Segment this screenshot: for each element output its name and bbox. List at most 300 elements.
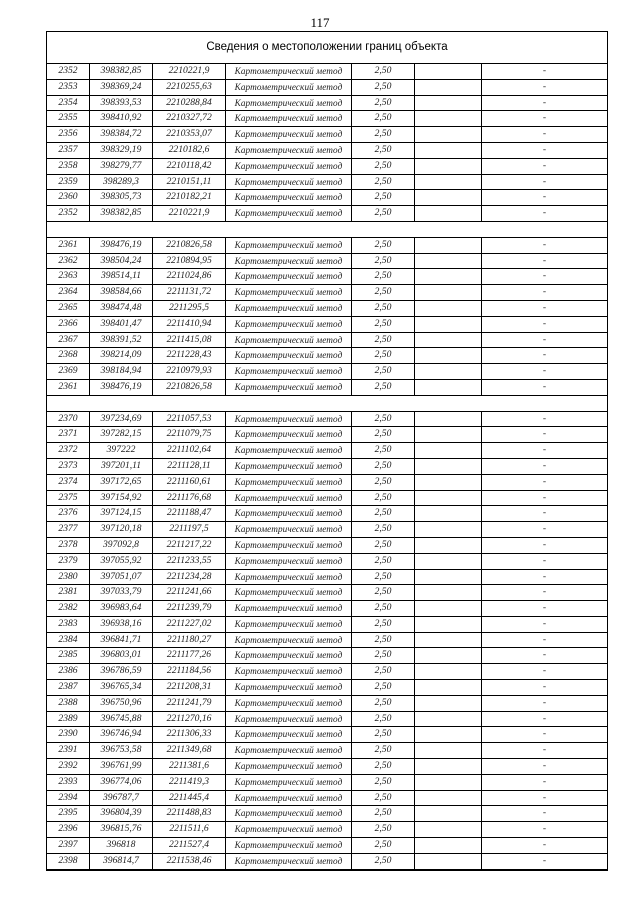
coord-x: 397092,8 bbox=[90, 537, 153, 553]
table-row bbox=[47, 838, 607, 854]
accuracy-cell: 2,50 bbox=[352, 711, 415, 727]
point-number: 2378 bbox=[47, 537, 90, 553]
empty-cell bbox=[415, 427, 482, 443]
sheet-title: Сведения о местоположении границ объекта bbox=[47, 32, 607, 64]
coord-x: 398382,85 bbox=[90, 206, 153, 222]
point-number: 2383 bbox=[47, 616, 90, 632]
description-cell: - bbox=[482, 822, 608, 838]
table-row bbox=[47, 569, 607, 585]
table-row bbox=[47, 822, 607, 838]
coord-x: 398214,09 bbox=[90, 348, 153, 364]
coord-x: 398410,92 bbox=[90, 111, 153, 127]
coord-y: 2211217,22 bbox=[153, 537, 226, 553]
table-row bbox=[47, 774, 607, 790]
coord-y: 2211176,68 bbox=[153, 490, 226, 506]
method-cell: Картометрический метод bbox=[226, 427, 352, 443]
description-cell: - bbox=[482, 838, 608, 854]
description-cell: - bbox=[482, 142, 608, 158]
coord-y: 2211381,6 bbox=[153, 759, 226, 775]
coord-y: 2210182,6 bbox=[153, 142, 226, 158]
description-cell: - bbox=[482, 348, 608, 364]
table-row bbox=[47, 790, 607, 806]
method-cell: Картометрический метод bbox=[226, 774, 352, 790]
accuracy-cell: 2,50 bbox=[352, 790, 415, 806]
accuracy-cell: 2,50 bbox=[352, 64, 415, 79]
method-cell: Картометрический метод bbox=[226, 458, 352, 474]
point-number: 2389 bbox=[47, 711, 90, 727]
description-cell: - bbox=[482, 364, 608, 380]
coord-y: 2210894,95 bbox=[153, 253, 226, 269]
method-cell: Картометрический метод bbox=[226, 379, 352, 395]
coord-y: 2210979,93 bbox=[153, 364, 226, 380]
coord-y: 2210826,58 bbox=[153, 379, 226, 395]
table-row bbox=[47, 727, 607, 743]
accuracy-cell: 2,50 bbox=[352, 348, 415, 364]
coord-x: 397051,07 bbox=[90, 569, 153, 585]
table-row bbox=[47, 648, 607, 664]
description-cell: - bbox=[482, 79, 608, 95]
point-number: 2385 bbox=[47, 648, 90, 664]
table-row bbox=[47, 127, 607, 143]
empty-cell bbox=[415, 680, 482, 696]
accuracy-cell: 2,50 bbox=[352, 474, 415, 490]
accuracy-cell: 2,50 bbox=[352, 142, 415, 158]
description-cell: - bbox=[482, 648, 608, 664]
description-cell: - bbox=[482, 759, 608, 775]
method-cell: Картометрический метод bbox=[226, 853, 352, 869]
point-number: 2377 bbox=[47, 522, 90, 538]
point-number: 2384 bbox=[47, 632, 90, 648]
coord-x: 397201,11 bbox=[90, 458, 153, 474]
table-row bbox=[47, 316, 607, 332]
description-cell: - bbox=[482, 537, 608, 553]
coord-x: 396815,76 bbox=[90, 822, 153, 838]
coord-x: 398476,19 bbox=[90, 379, 153, 395]
description-cell: - bbox=[482, 790, 608, 806]
coord-x: 397055,92 bbox=[90, 553, 153, 569]
description-cell: - bbox=[482, 853, 608, 869]
coord-y: 2210118,42 bbox=[153, 158, 226, 174]
accuracy-cell: 2,50 bbox=[352, 695, 415, 711]
description-cell: - bbox=[482, 680, 608, 696]
coord-y: 2211241,66 bbox=[153, 585, 226, 601]
coord-y: 2211538,46 bbox=[153, 853, 226, 869]
point-number: 2371 bbox=[47, 427, 90, 443]
table-row bbox=[47, 806, 607, 822]
coord-x: 397154,92 bbox=[90, 490, 153, 506]
table-row bbox=[47, 206, 607, 222]
coord-x: 396814,7 bbox=[90, 853, 153, 869]
coord-x: 396761,99 bbox=[90, 759, 153, 775]
point-number: 2365 bbox=[47, 300, 90, 316]
table-row bbox=[47, 458, 607, 474]
empty-cell bbox=[415, 553, 482, 569]
separator-cell bbox=[47, 221, 607, 237]
coord-y: 2211208,31 bbox=[153, 680, 226, 696]
coord-x: 398401,47 bbox=[90, 316, 153, 332]
table-row bbox=[47, 743, 607, 759]
point-number: 2396 bbox=[47, 822, 90, 838]
coord-x: 398305,73 bbox=[90, 190, 153, 206]
accuracy-cell: 2,50 bbox=[352, 822, 415, 838]
description-cell: - bbox=[482, 774, 608, 790]
method-cell: Картометрический метод bbox=[226, 632, 352, 648]
table-row bbox=[47, 664, 607, 680]
method-cell: Картометрический метод bbox=[226, 474, 352, 490]
accuracy-cell: 2,50 bbox=[352, 300, 415, 316]
coord-x: 396938,16 bbox=[90, 616, 153, 632]
accuracy-cell: 2,50 bbox=[352, 774, 415, 790]
method-cell: Картометрический метод bbox=[226, 206, 352, 222]
coord-x: 398384,72 bbox=[90, 127, 153, 143]
accuracy-cell: 2,50 bbox=[352, 458, 415, 474]
description-cell: - bbox=[482, 553, 608, 569]
point-number: 2373 bbox=[47, 458, 90, 474]
method-cell: Картометрический метод bbox=[226, 95, 352, 111]
coord-x: 398391,52 bbox=[90, 332, 153, 348]
method-cell: Картометрический метод bbox=[226, 364, 352, 380]
description-cell: - bbox=[482, 64, 608, 79]
method-cell: Картометрический метод bbox=[226, 790, 352, 806]
coord-x: 396765,34 bbox=[90, 680, 153, 696]
empty-cell bbox=[415, 474, 482, 490]
accuracy-cell: 2,50 bbox=[352, 237, 415, 253]
table-row bbox=[47, 95, 607, 111]
table-row bbox=[47, 537, 607, 553]
point-number: 2391 bbox=[47, 743, 90, 759]
table-row bbox=[47, 379, 607, 395]
group-separator bbox=[47, 221, 607, 237]
point-number: 2386 bbox=[47, 664, 90, 680]
method-cell: Картометрический метод bbox=[226, 806, 352, 822]
coord-y: 2211024,86 bbox=[153, 269, 226, 285]
table-row bbox=[47, 474, 607, 490]
point-number: 2395 bbox=[47, 806, 90, 822]
accuracy-cell: 2,50 bbox=[352, 158, 415, 174]
empty-cell bbox=[415, 285, 482, 301]
point-number: 2392 bbox=[47, 759, 90, 775]
accuracy-cell: 2,50 bbox=[352, 285, 415, 301]
point-number: 2397 bbox=[47, 838, 90, 854]
accuracy-cell: 2,50 bbox=[352, 79, 415, 95]
table-row bbox=[47, 522, 607, 538]
method-cell: Картометрический метод bbox=[226, 537, 352, 553]
point-number: 2359 bbox=[47, 174, 90, 190]
coord-y: 2211057,53 bbox=[153, 411, 226, 427]
method-cell: Картометрический метод bbox=[226, 443, 352, 459]
description-cell: - bbox=[482, 174, 608, 190]
coord-y: 2211234,28 bbox=[153, 569, 226, 585]
coord-y: 2211511,6 bbox=[153, 822, 226, 838]
coord-x: 398476,19 bbox=[90, 237, 153, 253]
empty-cell bbox=[415, 158, 482, 174]
method-cell: Картометрический метод bbox=[226, 490, 352, 506]
method-cell: Картометрический метод bbox=[226, 695, 352, 711]
point-number: 2380 bbox=[47, 569, 90, 585]
coord-y: 2210826,58 bbox=[153, 237, 226, 253]
empty-cell bbox=[415, 316, 482, 332]
description-cell: - bbox=[482, 300, 608, 316]
point-number: 2364 bbox=[47, 285, 90, 301]
table-row bbox=[47, 253, 607, 269]
accuracy-cell: 2,50 bbox=[352, 806, 415, 822]
point-number: 2394 bbox=[47, 790, 90, 806]
coord-x: 396753,58 bbox=[90, 743, 153, 759]
coord-y: 2211079,75 bbox=[153, 427, 226, 443]
accuracy-cell: 2,50 bbox=[352, 727, 415, 743]
coord-x: 397033,79 bbox=[90, 585, 153, 601]
coord-x: 396746,94 bbox=[90, 727, 153, 743]
method-cell: Картометрический метод bbox=[226, 253, 352, 269]
description-cell: - bbox=[482, 332, 608, 348]
table-row bbox=[47, 174, 607, 190]
coord-x: 398504,24 bbox=[90, 253, 153, 269]
empty-cell bbox=[415, 490, 482, 506]
accuracy-cell: 2,50 bbox=[352, 206, 415, 222]
coord-x: 396750,96 bbox=[90, 695, 153, 711]
method-cell: Картометрический метод bbox=[226, 64, 352, 79]
accuracy-cell: 2,50 bbox=[352, 190, 415, 206]
description-cell: - bbox=[482, 411, 608, 427]
empty-cell bbox=[415, 506, 482, 522]
point-number: 2379 bbox=[47, 553, 90, 569]
point-number: 2376 bbox=[47, 506, 90, 522]
accuracy-cell: 2,50 bbox=[352, 569, 415, 585]
point-number: 2382 bbox=[47, 601, 90, 617]
accuracy-cell: 2,50 bbox=[352, 680, 415, 696]
empty-cell bbox=[415, 237, 482, 253]
empty-cell bbox=[415, 632, 482, 648]
accuracy-cell: 2,50 bbox=[352, 127, 415, 143]
method-cell: Картометрический метод bbox=[226, 316, 352, 332]
coord-x: 396818 bbox=[90, 838, 153, 854]
method-cell: Картометрический метод bbox=[226, 269, 352, 285]
empty-cell bbox=[415, 743, 482, 759]
table-row bbox=[47, 506, 607, 522]
coord-y: 2211160,61 bbox=[153, 474, 226, 490]
coord-y: 2211197,5 bbox=[153, 522, 226, 538]
empty-cell bbox=[415, 458, 482, 474]
description-cell: - bbox=[482, 490, 608, 506]
empty-cell bbox=[415, 300, 482, 316]
point-number: 2356 bbox=[47, 127, 90, 143]
coord-x: 396774,06 bbox=[90, 774, 153, 790]
table-row bbox=[47, 553, 607, 569]
empty-cell bbox=[415, 64, 482, 79]
empty-cell bbox=[415, 853, 482, 869]
point-number: 2398 bbox=[47, 853, 90, 869]
empty-cell bbox=[415, 822, 482, 838]
coord-y: 2211270,16 bbox=[153, 711, 226, 727]
coord-x: 396803,01 bbox=[90, 648, 153, 664]
point-number: 2358 bbox=[47, 158, 90, 174]
table-row bbox=[47, 695, 607, 711]
empty-cell bbox=[415, 269, 482, 285]
table-row bbox=[47, 237, 607, 253]
empty-cell bbox=[415, 585, 482, 601]
coord-y: 2210221,9 bbox=[153, 64, 226, 79]
empty-cell bbox=[415, 759, 482, 775]
description-cell: - bbox=[482, 664, 608, 680]
coord-y: 2210288,84 bbox=[153, 95, 226, 111]
coord-x: 398382,85 bbox=[90, 64, 153, 79]
description-cell: - bbox=[482, 458, 608, 474]
table-row bbox=[47, 300, 607, 316]
coord-y: 2211102,64 bbox=[153, 443, 226, 459]
method-cell: Картометрический метод bbox=[226, 190, 352, 206]
method-cell: Картометрический метод bbox=[226, 285, 352, 301]
table-row bbox=[47, 601, 607, 617]
method-cell: Картометрический метод bbox=[226, 743, 352, 759]
method-cell: Картометрический метод bbox=[226, 585, 352, 601]
empty-cell bbox=[415, 774, 482, 790]
table-row bbox=[47, 616, 607, 632]
empty-cell bbox=[415, 695, 482, 711]
empty-cell bbox=[415, 253, 482, 269]
coord-y: 2211239,79 bbox=[153, 601, 226, 617]
empty-cell bbox=[415, 711, 482, 727]
empty-cell bbox=[415, 790, 482, 806]
point-number: 2360 bbox=[47, 190, 90, 206]
coord-x: 398514,11 bbox=[90, 269, 153, 285]
description-cell: - bbox=[482, 601, 608, 617]
table-row bbox=[47, 142, 607, 158]
description-cell: - bbox=[482, 285, 608, 301]
coord-y: 2211488,83 bbox=[153, 806, 226, 822]
coord-x: 396787,7 bbox=[90, 790, 153, 806]
table-row bbox=[47, 332, 607, 348]
point-number: 2375 bbox=[47, 490, 90, 506]
method-cell: Картометрический метод bbox=[226, 553, 352, 569]
description-cell: - bbox=[482, 443, 608, 459]
method-cell: Картометрический метод bbox=[226, 616, 352, 632]
method-cell: Картометрический метод bbox=[226, 127, 352, 143]
table-row bbox=[47, 64, 607, 79]
point-number: 2370 bbox=[47, 411, 90, 427]
empty-cell bbox=[415, 806, 482, 822]
accuracy-cell: 2,50 bbox=[352, 269, 415, 285]
table-row bbox=[47, 348, 607, 364]
table-row bbox=[47, 411, 607, 427]
table-row bbox=[47, 711, 607, 727]
method-cell: Картометрический метод bbox=[226, 569, 352, 585]
accuracy-cell: 2,50 bbox=[352, 648, 415, 664]
coord-y: 2210327,72 bbox=[153, 111, 226, 127]
table-row bbox=[47, 490, 607, 506]
method-cell: Картометрический метод bbox=[226, 838, 352, 854]
table-row bbox=[47, 285, 607, 301]
method-cell: Картометрический метод bbox=[226, 648, 352, 664]
description-cell: - bbox=[482, 269, 608, 285]
method-cell: Картометрический метод bbox=[226, 759, 352, 775]
table-row bbox=[47, 853, 607, 869]
description-cell: - bbox=[482, 585, 608, 601]
empty-cell bbox=[415, 111, 482, 127]
coord-x: 398279,77 bbox=[90, 158, 153, 174]
empty-cell bbox=[415, 206, 482, 222]
coord-y: 2211228,43 bbox=[153, 348, 226, 364]
accuracy-cell: 2,50 bbox=[352, 632, 415, 648]
accuracy-cell: 2,50 bbox=[352, 601, 415, 617]
coord-x: 398369,24 bbox=[90, 79, 153, 95]
empty-cell bbox=[415, 443, 482, 459]
empty-cell bbox=[415, 616, 482, 632]
method-cell: Картометрический метод bbox=[226, 174, 352, 190]
description-cell: - bbox=[482, 379, 608, 395]
point-number: 2393 bbox=[47, 774, 90, 790]
empty-cell bbox=[415, 348, 482, 364]
empty-cell bbox=[415, 664, 482, 680]
point-number: 2355 bbox=[47, 111, 90, 127]
point-number: 2388 bbox=[47, 695, 90, 711]
point-number: 2361 bbox=[47, 237, 90, 253]
empty-cell bbox=[415, 142, 482, 158]
empty-cell bbox=[415, 379, 482, 395]
empty-cell bbox=[415, 95, 482, 111]
coord-y: 2211445,4 bbox=[153, 790, 226, 806]
empty-cell bbox=[415, 648, 482, 664]
point-number: 2362 bbox=[47, 253, 90, 269]
accuracy-cell: 2,50 bbox=[352, 443, 415, 459]
coord-x: 397172,65 bbox=[90, 474, 153, 490]
method-cell: Картометрический метод bbox=[226, 727, 352, 743]
point-number: 2381 bbox=[47, 585, 90, 601]
description-cell: - bbox=[482, 95, 608, 111]
description-cell: - bbox=[482, 632, 608, 648]
description-cell: - bbox=[482, 111, 608, 127]
coord-y: 2211227,02 bbox=[153, 616, 226, 632]
empty-cell bbox=[415, 411, 482, 427]
coord-x: 398329,19 bbox=[90, 142, 153, 158]
description-cell: - bbox=[482, 727, 608, 743]
accuracy-cell: 2,50 bbox=[352, 759, 415, 775]
method-cell: Картометрический метод bbox=[226, 601, 352, 617]
coord-x: 397124,15 bbox=[90, 506, 153, 522]
method-cell: Картометрический метод bbox=[226, 522, 352, 538]
description-cell: - bbox=[482, 506, 608, 522]
coord-x: 398584,66 bbox=[90, 285, 153, 301]
point-number: 2387 bbox=[47, 680, 90, 696]
point-number: 2372 bbox=[47, 443, 90, 459]
empty-cell bbox=[415, 727, 482, 743]
coord-x: 397222 bbox=[90, 443, 153, 459]
point-number: 2354 bbox=[47, 95, 90, 111]
accuracy-cell: 2,50 bbox=[352, 537, 415, 553]
description-cell: - bbox=[482, 253, 608, 269]
empty-cell bbox=[415, 174, 482, 190]
table-row bbox=[47, 443, 607, 459]
accuracy-cell: 2,50 bbox=[352, 379, 415, 395]
accuracy-cell: 2,50 bbox=[352, 490, 415, 506]
description-cell: - bbox=[482, 427, 608, 443]
description-cell: - bbox=[482, 695, 608, 711]
coord-y: 2211415,08 bbox=[153, 332, 226, 348]
coord-x: 398289,3 bbox=[90, 174, 153, 190]
coord-y: 2210182,21 bbox=[153, 190, 226, 206]
accuracy-cell: 2,50 bbox=[352, 174, 415, 190]
coordinates-table bbox=[47, 64, 607, 870]
coord-y: 2211188,47 bbox=[153, 506, 226, 522]
method-cell: Картометрический метод bbox=[226, 300, 352, 316]
accuracy-cell: 2,50 bbox=[352, 364, 415, 380]
empty-cell bbox=[415, 522, 482, 538]
separator-cell bbox=[47, 395, 607, 411]
description-cell: - bbox=[482, 190, 608, 206]
method-cell: Картометрический метод bbox=[226, 142, 352, 158]
coord-y: 2210151,11 bbox=[153, 174, 226, 190]
description-cell: - bbox=[482, 743, 608, 759]
point-number: 2361 bbox=[47, 379, 90, 395]
